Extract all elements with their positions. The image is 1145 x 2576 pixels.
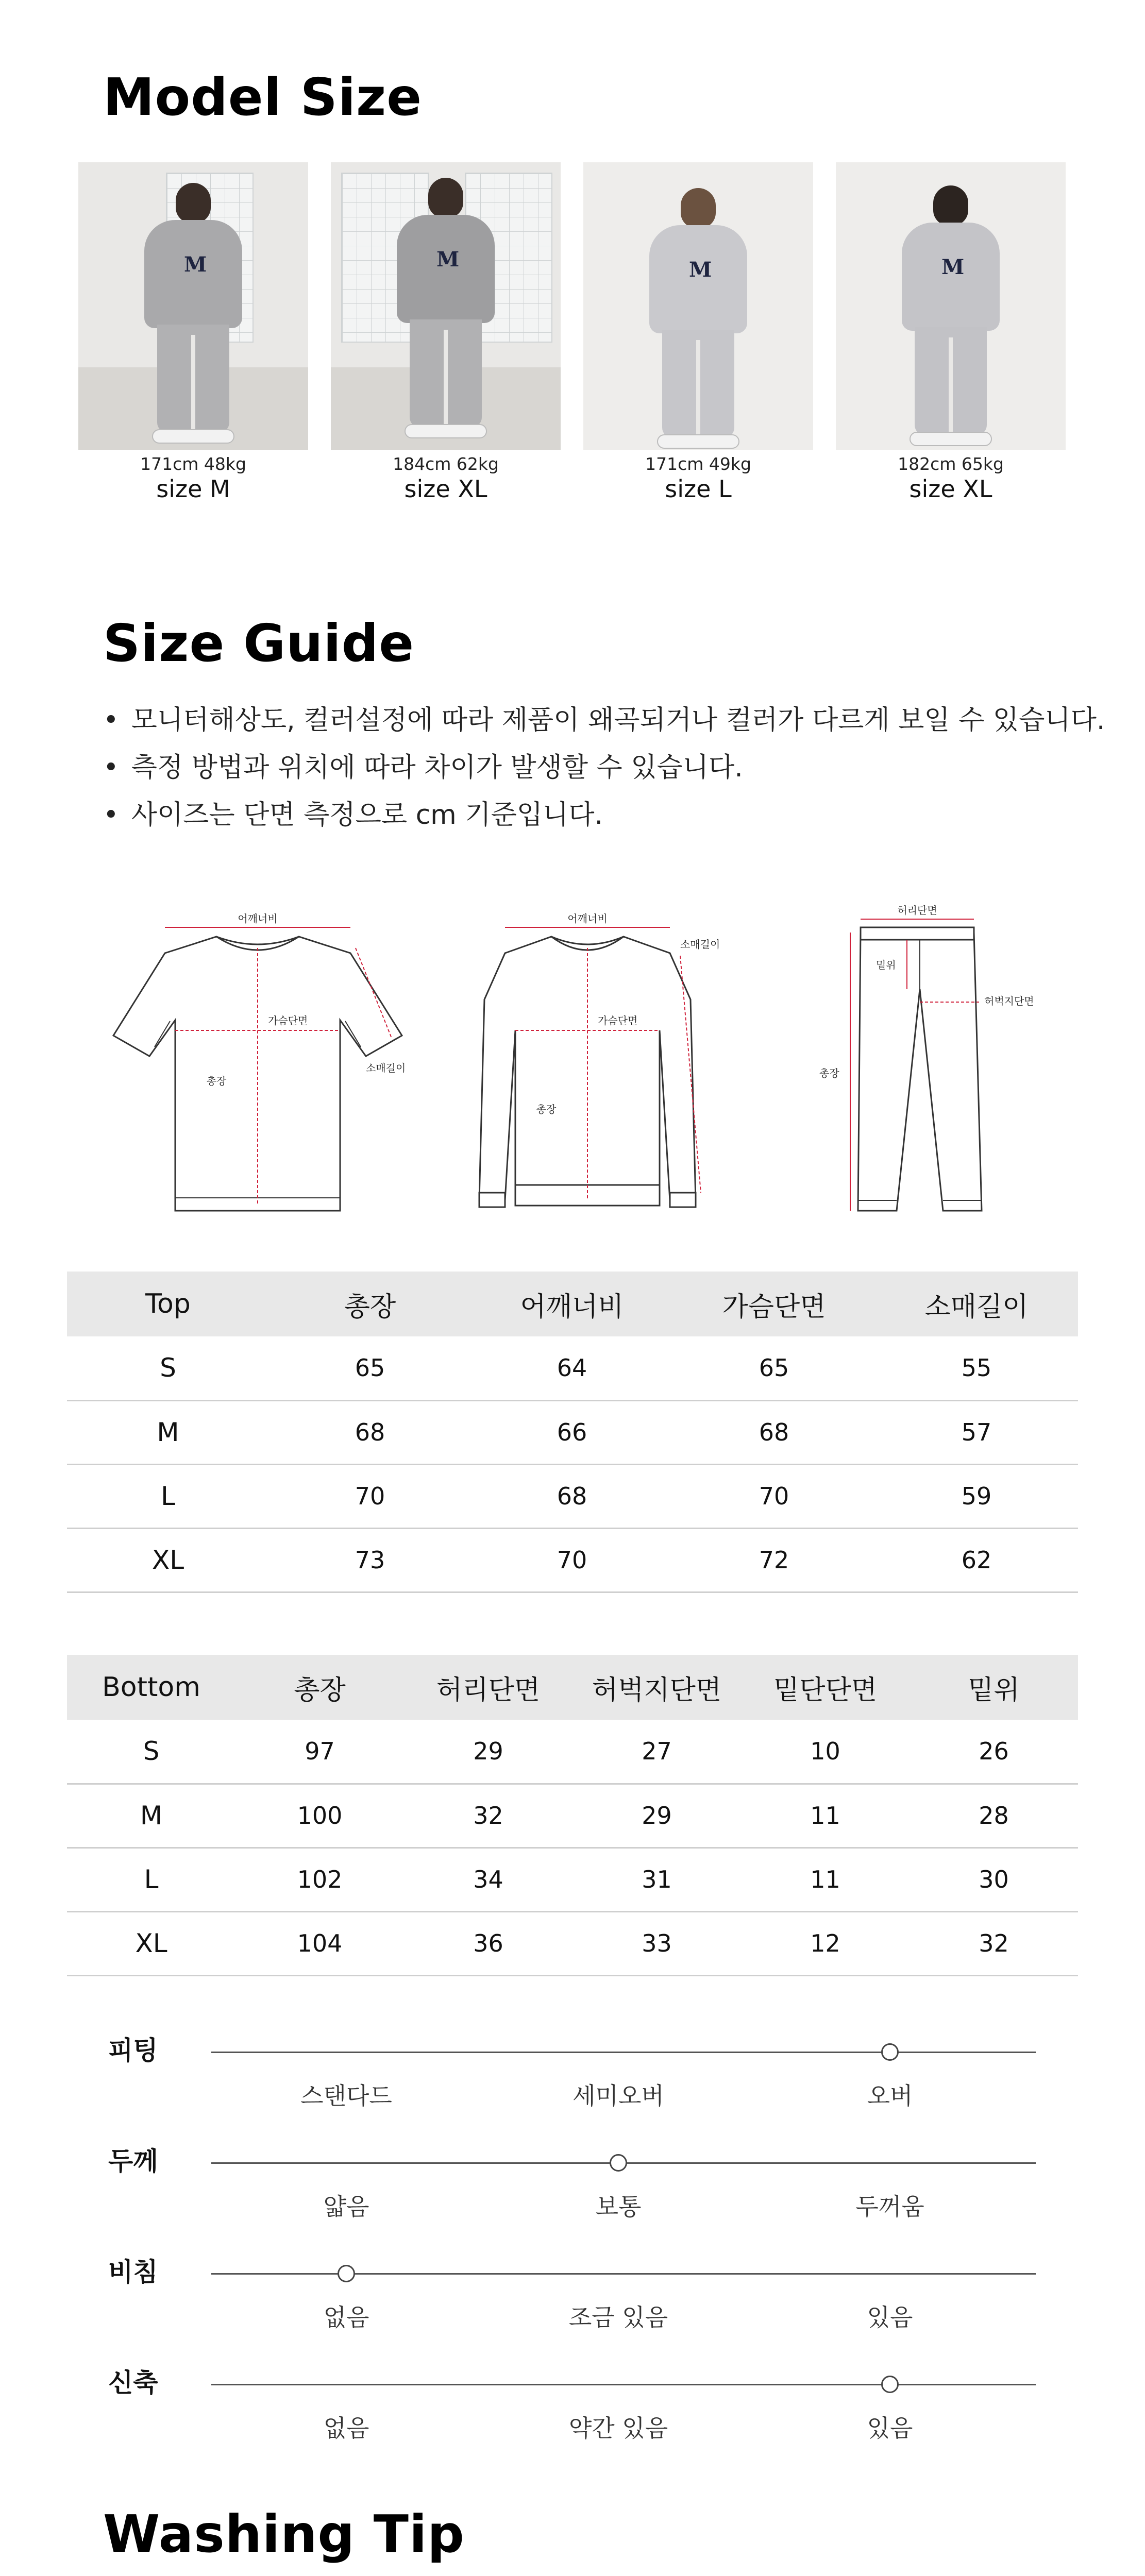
table-cell: 104 <box>235 1911 404 1975</box>
rating-option: 얇음 <box>323 2193 369 2221</box>
rating-track <box>211 2052 1036 2053</box>
table-header-row <box>67 1272 1078 1336</box>
table-cell: XL <box>67 1911 235 1975</box>
rating-option: 없음 <box>323 2303 369 2331</box>
table-row <box>67 1848 1078 1911</box>
model-size-title: Model Size <box>103 67 423 127</box>
model-photo: M <box>78 162 308 450</box>
pants-length-label: 총장 <box>819 1067 839 1079</box>
table-cell: 68 <box>471 1464 673 1528</box>
table-cell: 36 <box>404 1911 572 1975</box>
model-size-label: size XL <box>404 475 487 503</box>
rating-option: 있음 <box>867 2414 913 2442</box>
note-item: • 모니터해상도, 컬러설정에 따라 제품이 왜곡되거나 컬러가 다르게 보일 수 있습니다. <box>103 697 1105 744</box>
model-size-label: size L <box>665 475 732 503</box>
rating-option: 오버 <box>867 2082 913 2110</box>
size-guide-notes <box>103 697 1105 839</box>
table-cell: M <box>67 1400 269 1464</box>
table-cell: 27 <box>572 1720 741 1784</box>
table-row <box>67 1911 1078 1975</box>
table-cell: 100 <box>235 1784 404 1848</box>
rating-track <box>211 2384 1036 2385</box>
table-cell: 10 <box>741 1720 910 1784</box>
rating-stretch <box>108 2362 1036 2445</box>
note-item: • 사이즈는 단면 측정으로 cm 기준입니다. <box>103 791 1105 839</box>
table-cell: 11 <box>741 1784 910 1848</box>
rating-option: 보통 <box>595 2193 642 2221</box>
model-stat: 171cm 48kg <box>140 454 246 474</box>
rating-fit <box>108 2030 1036 2112</box>
table-header: 허벅지단면 <box>572 1655 741 1720</box>
rating-marker <box>610 2154 627 2172</box>
model-stat: 182cm 65kg <box>898 454 1004 474</box>
table-cell: M <box>67 1784 235 1848</box>
rating-thickness <box>108 2141 1036 2223</box>
table-cell: 66 <box>471 1400 673 1464</box>
model-stat: 171cm 49kg <box>645 454 751 474</box>
table-row <box>67 1400 1078 1464</box>
rating-label: 피팅 <box>108 2036 158 2065</box>
table-cell: 11 <box>741 1848 910 1911</box>
model-size-label: size XL <box>909 475 992 503</box>
rating-label: 비침 <box>108 2257 158 2287</box>
rating-track <box>211 2273 1036 2275</box>
rating-marker <box>881 2376 899 2393</box>
table-cell: XL <box>67 1528 269 1592</box>
model-card <box>836 162 1066 503</box>
table-cell: 12 <box>741 1911 910 1975</box>
rating-option: 있음 <box>867 2303 913 2331</box>
table-cell: 70 <box>673 1464 875 1528</box>
table-cell: 73 <box>269 1528 471 1592</box>
table-cell: 65 <box>673 1336 875 1400</box>
model-card <box>78 162 308 503</box>
table-cell: 68 <box>673 1400 875 1464</box>
table-cell: 62 <box>875 1528 1078 1592</box>
table-cell: 70 <box>269 1464 471 1528</box>
rating-marker <box>881 2043 899 2061</box>
table-cell: 32 <box>910 1911 1078 1975</box>
table-cell: 65 <box>269 1336 471 1400</box>
tshirt-length-label: 총장 <box>206 1075 227 1087</box>
sweatshirt-chest-label: 가슴단면 <box>598 1014 638 1027</box>
bottom-size-table <box>67 1655 1078 1976</box>
table-cell: L <box>67 1848 235 1911</box>
table-header: Top <box>67 1272 269 1336</box>
pants-thigh-label: 허벅지단면 <box>984 995 1034 1007</box>
table-cell: 68 <box>269 1400 471 1464</box>
table-cell: 29 <box>572 1784 741 1848</box>
model-card <box>583 162 813 503</box>
table-header: 총장 <box>269 1272 471 1336</box>
tshirt-diagram <box>98 907 417 1216</box>
table-header: 밑위 <box>910 1655 1078 1720</box>
table-cell: 28 <box>910 1784 1078 1848</box>
size-guide-title: Size Guide <box>103 613 415 673</box>
table-header: 밑단단면 <box>741 1655 910 1720</box>
table-cell: 72 <box>673 1528 875 1592</box>
table-cell: 32 <box>404 1784 572 1848</box>
table-cell: L <box>67 1464 269 1528</box>
rating-option: 약간 있음 <box>568 2414 668 2442</box>
rating-sheerness <box>108 2251 1036 2334</box>
table-cell: 29 <box>404 1720 572 1784</box>
table-row <box>67 1720 1078 1784</box>
rating-label: 두께 <box>108 2146 158 2176</box>
table-row <box>67 1464 1078 1528</box>
rating-option: 두꺼움 <box>855 2193 924 2221</box>
top-size-table <box>67 1272 1078 1593</box>
model-size-label: size M <box>156 475 230 503</box>
table-cell: 26 <box>910 1720 1078 1784</box>
table-header: 어깨너비 <box>471 1272 673 1336</box>
table-header-row <box>67 1655 1078 1720</box>
table-cell: S <box>67 1336 269 1400</box>
table-header: 허리단면 <box>404 1655 572 1720</box>
sweatshirt-length-label: 총장 <box>536 1103 557 1115</box>
table-cell: 59 <box>875 1464 1078 1528</box>
model-card <box>331 162 561 503</box>
model-photo: M <box>836 162 1066 450</box>
table-header: Bottom <box>67 1655 235 1720</box>
table-header: 총장 <box>235 1655 404 1720</box>
model-stat: 184cm 62kg <box>393 454 499 474</box>
note-item: • 측정 방법과 위치에 따라 차이가 발생할 수 있습니다. <box>103 744 1105 791</box>
table-row <box>67 1336 1078 1400</box>
table-cell: 34 <box>404 1848 572 1911</box>
tshirt-shoulder-label: 어깨너비 <box>238 912 278 925</box>
rating-marker <box>338 2265 355 2282</box>
table-cell: 70 <box>471 1528 673 1592</box>
sweatshirt-sleeve-label: 소매길이 <box>680 938 720 951</box>
rating-option: 조금 있음 <box>568 2303 668 2331</box>
table-cell: 97 <box>235 1720 404 1784</box>
table-cell: 57 <box>875 1400 1078 1464</box>
table-header: 가슴단면 <box>673 1272 875 1336</box>
table-row <box>67 1528 1078 1592</box>
model-photo: M <box>583 162 813 450</box>
rating-label: 신축 <box>108 2368 158 2398</box>
table-cell: 102 <box>235 1848 404 1911</box>
table-cell: 55 <box>875 1336 1078 1400</box>
table-cell: 30 <box>910 1848 1078 1911</box>
pants-diagram <box>804 902 1041 1221</box>
model-photo: M <box>331 162 561 450</box>
sweatshirt-diagram <box>443 907 732 1216</box>
table-cell: 33 <box>572 1911 741 1975</box>
table-row <box>67 1784 1078 1848</box>
tshirt-chest-label: 가슴단면 <box>268 1014 308 1027</box>
pants-waist-label: 허리단면 <box>897 904 937 917</box>
tshirt-sleeve-label: 소매길이 <box>366 1062 406 1074</box>
table-cell: 64 <box>471 1336 673 1400</box>
table-header: 소매길이 <box>875 1272 1078 1336</box>
table-cell: 31 <box>572 1848 741 1911</box>
sweatshirt-shoulder-label: 어깨너비 <box>567 912 608 925</box>
rating-option: 스탠다드 <box>300 2082 392 2110</box>
rating-option: 세미오버 <box>572 2082 664 2110</box>
table-cell: S <box>67 1720 235 1784</box>
washing-tip-title: Washing Tip <box>103 2504 465 2564</box>
rating-option: 없음 <box>323 2414 369 2442</box>
pants-rise-label: 밑위 <box>876 959 896 971</box>
